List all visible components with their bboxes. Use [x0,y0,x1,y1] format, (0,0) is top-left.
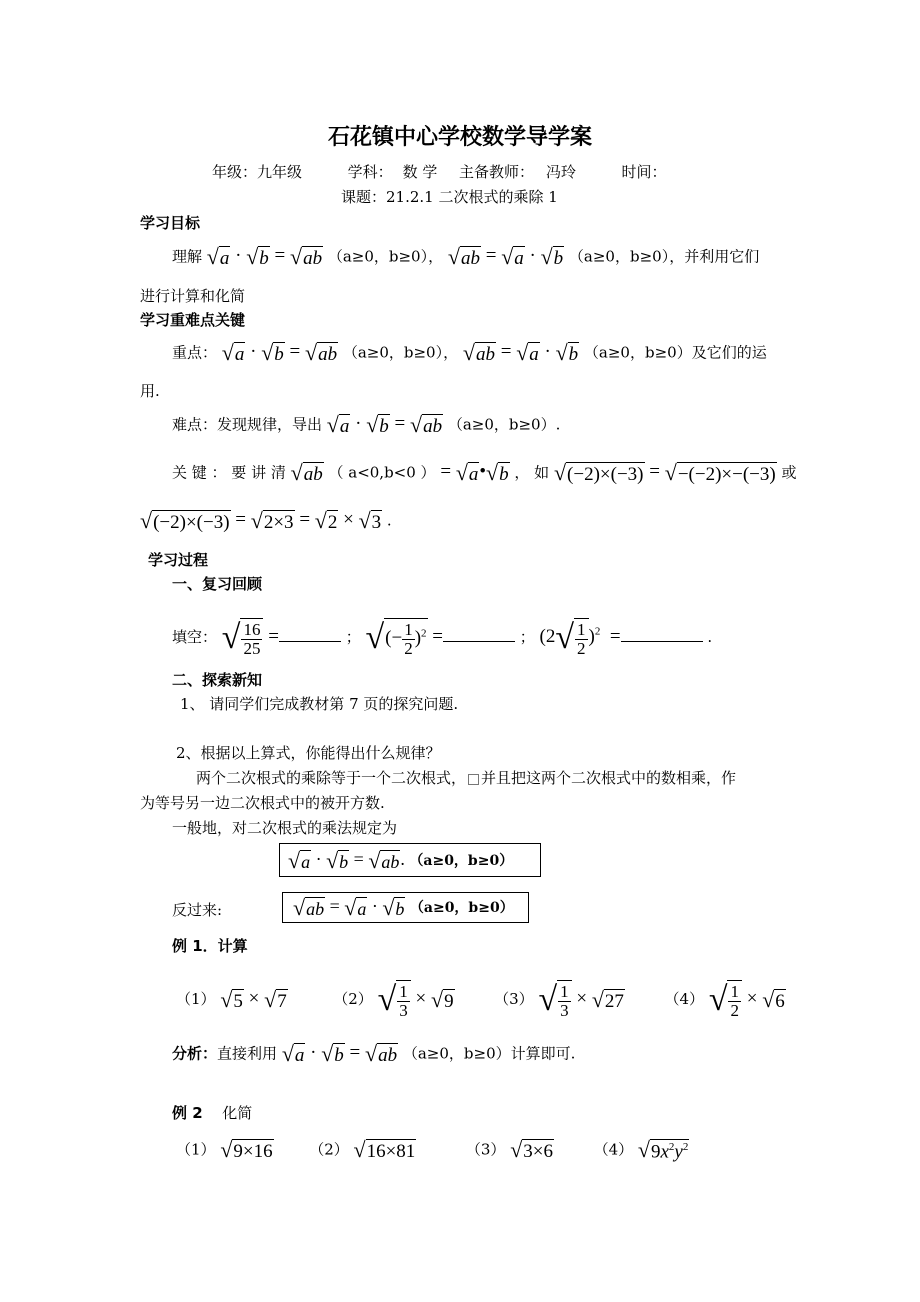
example2-task: 化简 [222,1104,253,1122]
grade-label: 年级： [212,163,258,181]
fill-expr-3: (2√ $\frac{1}{2}$ )$^2$ = [540,626,708,647]
example2-expr-4: $√9x^2y^2$ [637,1137,689,1163]
formula-reverse: √ab = √a · √b [462,340,579,365]
analysis-suffix: （a≥0，b≥0）计算即可. [402,1044,576,1063]
fill-sep-2: ； [519,628,535,647]
goals-prefix: 理解 [172,247,203,266]
fill-label: 填空： [172,628,218,647]
example2-label: 例 2 [172,1104,203,1122]
zhong-prefix: 重点： [172,343,218,362]
formula-example2: √(−2)×(−3) = √2×3 = √2 × √3 [140,508,382,533]
guan-ru: ， 如 [514,463,550,482]
analysis-label: 分析： [172,1044,218,1063]
rule-line-2: 为等号另一边二次根式中的被开方数. [140,794,385,812]
guan-huo: 或 [781,463,797,482]
guan-cond: （ a<0,b<0 ） [328,463,436,482]
goals-cont: 进行计算和化简 [140,287,246,305]
fill-expr-2: √(− $\frac{1}{2}$ )$^2$ = [365,626,519,647]
formula-split: = √a•√b [440,460,509,485]
reverse-label: 反过来: [172,901,223,919]
example1-expr-3: √ $\frac{1}{3}$ × √27 [538,980,624,1020]
guan-line [172,462,796,484]
fill-end: . [707,628,713,647]
rule-text-b: 并且把这两个二次根式中的数相乘，作 [481,769,737,787]
subject-value: 数 学 [402,163,438,181]
zhong-cond-end: （a≥0，b≥0）及它们的运 [583,343,767,362]
formula-mult: √a · √b = √ab [281,1041,398,1066]
box1-cond: （a≥0，b≥0） [409,853,514,869]
process-heading: 学习过程 [148,551,209,569]
example2-expr-3: √3×6 [510,1137,553,1163]
example1-item-3-label: （3） [494,990,534,1009]
rule-box-reverse [282,892,529,923]
formula-ab: √ab [290,460,323,485]
topic-line: 课题：21.2.1 二次根式的乘除 1 [341,188,558,206]
rule-line-1 [196,768,736,788]
page-title: 石花镇中心学校数学导学案 [327,125,592,150]
example1-items [176,980,786,1020]
example1-analysis [172,1043,575,1065]
teacher-label: 主备教师： [458,163,534,181]
box-glyph-icon [468,774,479,785]
example2-item-1-label: （1） [176,1140,216,1159]
example2-item-2-label: （2） [309,1140,349,1159]
subject-label: 学科： [347,163,393,181]
fill-expr-1: √ $\frac{16}{25}$ = [222,626,346,647]
formula-mult: √a · √b = √ab [206,244,323,269]
example2-item-3-label: （3） [465,1140,506,1159]
rule-box-multiply [279,843,541,877]
fill-line [172,618,712,658]
example1-item-1-label: （1） [176,990,216,1009]
grade-value: 九年级 [257,163,303,181]
example2-expr-1: √9×16 [220,1137,273,1163]
example2-expr-2: √16×81 [353,1137,416,1163]
guan-cont [140,510,392,532]
nan-prefix: 难点：发现规律，导出 [172,415,323,434]
nan-cond: （a≥0，b≥0）. [447,415,561,434]
example1-expr-4: √ $\frac{1}{2}$ × √6 [708,980,785,1020]
example2-items [176,1139,689,1161]
example1-label: 例 1．计算 [172,937,248,955]
formula-mult: √a · √b = √ab. [288,847,410,873]
example1-expr-2: √ $\frac{1}{3}$ × √9 [377,980,454,1020]
zhong-cont: 用. [140,382,160,400]
time-label: 时间： [621,163,667,181]
formula-example: √(−2)×(−3) = √−(−2)×−(−3) [553,460,776,485]
nan-line [172,414,560,436]
example1-item-4-label: （4） [664,990,705,1009]
goals-cond: （a≥0，b≥0）， [327,247,444,266]
formula-reverse: √ab = √a · √b [447,244,564,269]
example1-item-2-label: （2） [333,990,373,1009]
meta-line [212,162,667,182]
explore-item-2: 2、根据以上算式，你能得出什么规律？ [176,744,441,762]
example1-expr-1: √5 × √7 [220,986,287,1012]
fill-sep-1: ； [345,628,361,647]
box2-cond: （a≥0，b≥0） [409,900,514,916]
example2-item-4-label: （4） [593,1140,634,1159]
example2-heading [172,1103,252,1123]
goals-cond2: （a≥0，b≥0），并利用它们 [568,247,760,266]
guan-end: . [386,511,392,530]
review-heading: 一、复习回顾 [172,575,263,593]
zhong-cond: （a≥0，b≥0）， [342,343,459,362]
general-line: 一般地，对二次根式的乘法规定为 [172,819,398,837]
formula-mult: √a · √b = √ab [326,412,443,437]
formula-mult: √a · √b = √ab [221,340,338,365]
formula-reverse: √ab = √a · √b [293,894,405,920]
zhong-line [172,342,767,364]
goals-line [172,246,759,268]
analysis-prefix: 直接利用 [217,1044,278,1063]
explore-heading: 二、探索新知 [172,671,263,689]
explore-item-1: 1、 请同学们完成教材第 7 页的探究问题. [180,695,459,713]
guan-prefix: 关 键 ： 要 讲 清 [172,463,286,482]
rule-text-a: 两个二次根式的乘除等于一个二次根式， [196,769,467,787]
goals-heading: 学习目标 [140,214,201,232]
teacher-value: 冯玲 [545,163,576,181]
keypoints-heading: 学习重难点关键 [140,311,246,329]
